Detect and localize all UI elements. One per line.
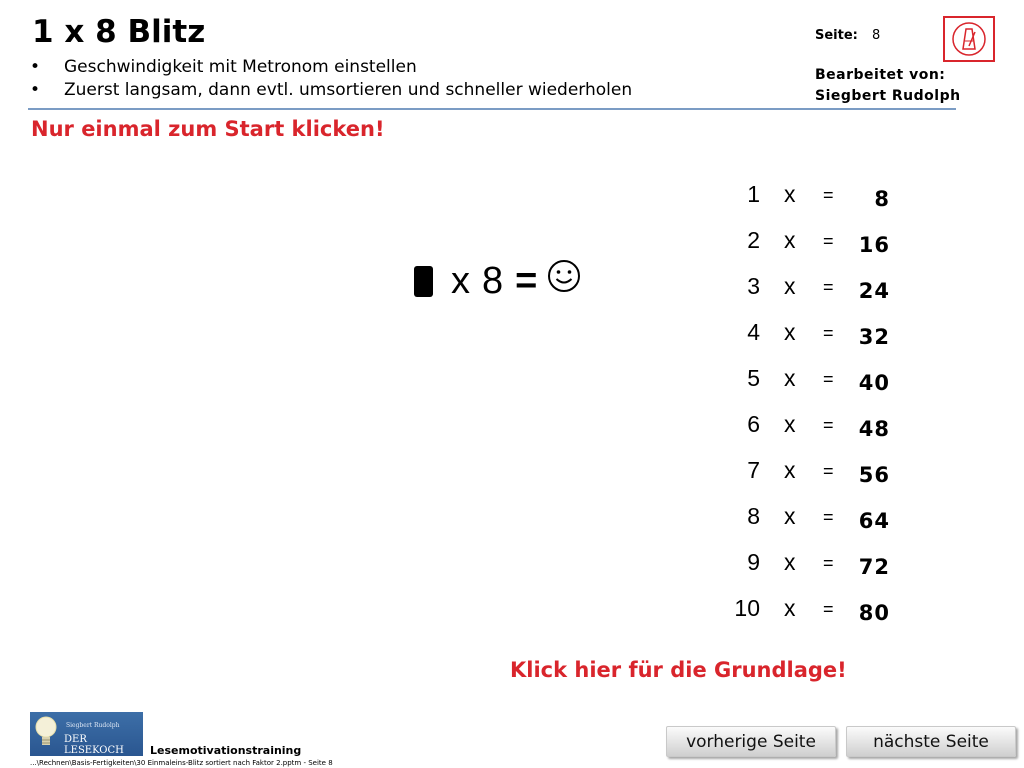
start-link[interactable]: Nur einmal zum Start klicken! — [31, 117, 385, 141]
row-times-sign: x — [784, 273, 796, 299]
table-row — [720, 268, 900, 314]
next-page-button[interactable]: nächste Seite — [846, 726, 1016, 757]
table-row — [720, 176, 900, 222]
row-result: 56 — [858, 463, 890, 487]
logo-brand-text: DER LESEKOCH — [64, 734, 124, 756]
logo-author-text: Siegbert Rudolph — [66, 722, 120, 729]
row-equals-sign: = — [823, 599, 834, 619]
row-multiplier: 2 — [747, 227, 760, 253]
row-times-sign: x — [784, 457, 796, 483]
row-multiplier: 5 — [747, 365, 760, 391]
row-times-sign: x — [784, 549, 796, 575]
row-equals-sign: = — [823, 323, 834, 343]
row-multiplier: 4 — [747, 319, 760, 345]
instruction-item: • Zuerst langsam, dann evtl. umsortieren und schneller wiederholen — [30, 79, 632, 102]
row-times-sign: x — [784, 181, 796, 207]
metronome-button[interactable] — [943, 16, 995, 62]
row-equals-sign: = — [823, 231, 834, 251]
author-name: Siegbert Rudolph — [815, 88, 961, 104]
row-multiplier: 9 — [747, 549, 760, 575]
smiley-icon — [547, 258, 581, 304]
row-multiplier: 8 — [747, 503, 760, 529]
row-multiplier: 7 — [747, 457, 760, 483]
question-number-placeholder — [414, 266, 433, 297]
footer-program-name: Lesemotivationstraining — [150, 744, 302, 757]
row-multiplier: 6 — [747, 411, 760, 437]
row-times-sign: x — [784, 595, 796, 621]
current-question — [414, 258, 581, 304]
table-row — [720, 590, 900, 636]
row-equals-sign: = — [823, 415, 834, 435]
row-result: 24 — [858, 279, 890, 303]
metronome-icon — [948, 20, 990, 58]
header-divider — [28, 108, 956, 110]
row-multiplier: 1 — [747, 181, 760, 207]
page-number-value: 8 — [872, 28, 881, 43]
grundlage-link[interactable]: Klick hier für die Grundlage! — [510, 658, 847, 682]
row-times-sign: x — [784, 319, 796, 345]
row-times-sign: x — [784, 365, 796, 391]
row-result: 48 — [858, 417, 890, 441]
row-result: 8 — [874, 187, 890, 211]
table-row — [720, 314, 900, 360]
row-result: 16 — [858, 233, 890, 257]
row-equals-sign: = — [823, 277, 834, 297]
table-row — [720, 360, 900, 406]
table-row — [720, 498, 900, 544]
row-multiplier: 3 — [747, 273, 760, 299]
row-multiplier: 10 — [734, 595, 760, 621]
lightbulb-icon — [30, 712, 64, 756]
row-result: 64 — [858, 509, 890, 533]
lesekoch-logo — [30, 712, 143, 756]
table-row — [720, 452, 900, 498]
question-equals-sign: = — [515, 260, 538, 302]
question-factor: 8 — [482, 260, 504, 302]
row-result: 40 — [858, 371, 890, 395]
instruction-list — [30, 56, 632, 102]
multiplication-table — [720, 176, 900, 636]
table-row — [720, 406, 900, 452]
row-equals-sign: = — [823, 369, 834, 389]
row-times-sign: x — [784, 227, 796, 253]
page-title: 1 x 8 Blitz — [32, 14, 206, 50]
row-times-sign: x — [784, 503, 796, 529]
previous-page-button[interactable]: vorherige Seite — [666, 726, 836, 757]
row-equals-sign: = — [823, 553, 834, 573]
row-equals-sign: = — [823, 461, 834, 481]
instruction-item: • Geschwindigkeit mit Metronom einstellen — [30, 56, 632, 79]
table-row — [720, 222, 900, 268]
question-times-sign: x — [451, 260, 470, 302]
row-result: 32 — [858, 325, 890, 349]
row-result: 80 — [858, 601, 890, 625]
row-result: 72 — [858, 555, 890, 579]
footer-file-path: ...\Rechnen\Basis-Fertigkeiten\30 Einmaleins-Blitz sortiert nach Faktor 2.pptm - Seite 8 — [30, 759, 333, 767]
row-equals-sign: = — [823, 185, 834, 205]
page-number-label: Seite: — [815, 28, 858, 43]
table-row — [720, 544, 900, 590]
row-equals-sign: = — [823, 507, 834, 527]
row-times-sign: x — [784, 411, 796, 437]
edited-by-label: Bearbeitet von: — [815, 67, 946, 83]
